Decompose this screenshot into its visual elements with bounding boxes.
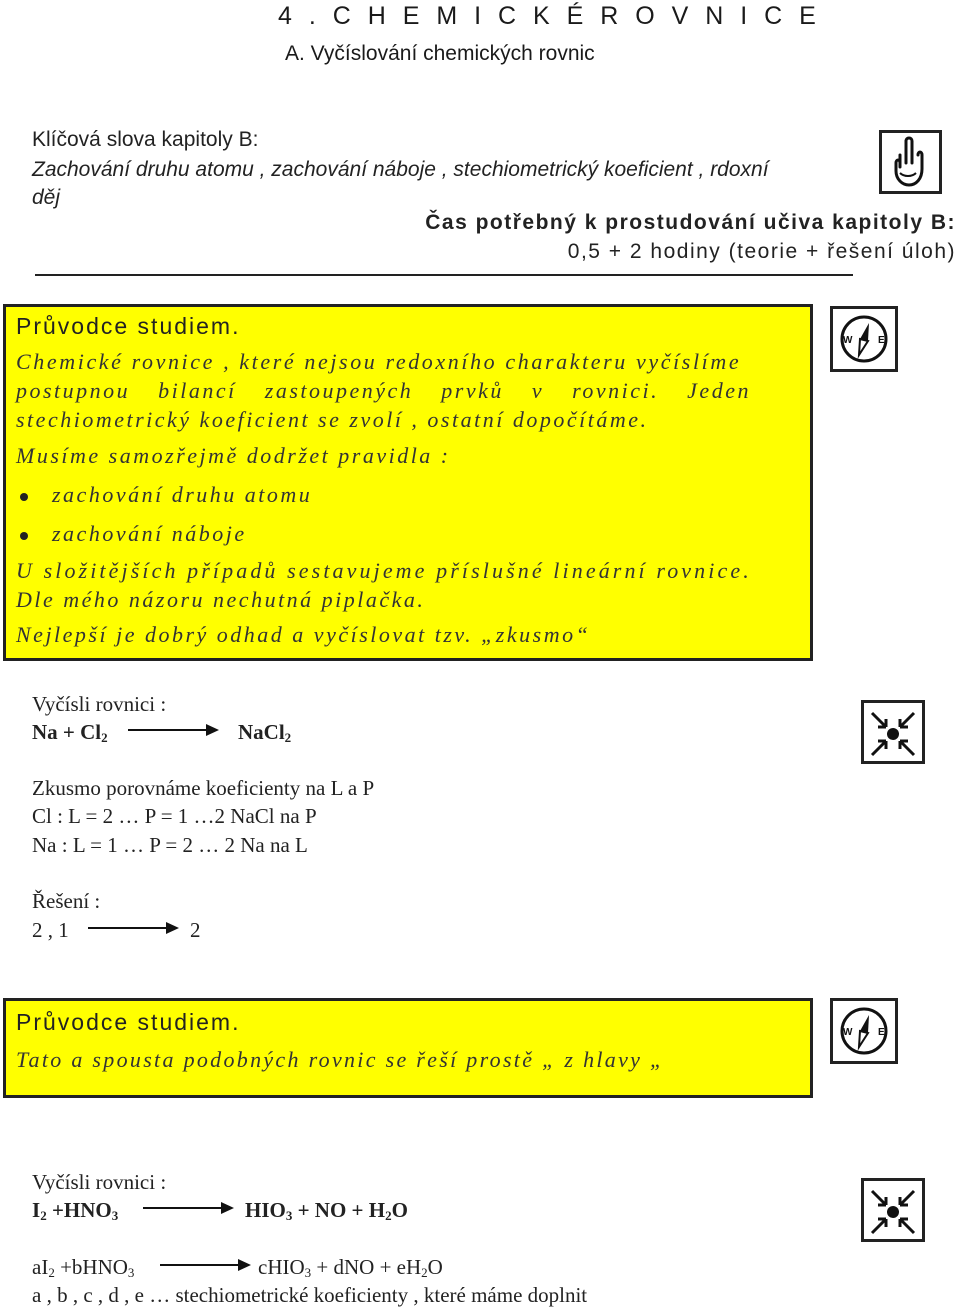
solution-right: 2: [190, 918, 201, 942]
equation-products: $HIO_3$ + NO + $H_2O$: [245, 1198, 408, 1223]
bullet-icon: [20, 532, 28, 540]
explanation-line: Na : L = 1 … P = 2 … 2 Na na L: [32, 833, 308, 857]
keywords-heading: Klíčová slova kapitoly B:: [32, 128, 259, 151]
reaction-arrow-icon: [160, 1258, 252, 1272]
explanation-line: Cl : L = 2 … P = 1 …2 NaCl na P: [32, 804, 317, 828]
pointing-hand-icon: [879, 130, 942, 194]
compass-icon: [830, 306, 898, 372]
chapter-title: 4 . C H E M I C K É R O V N I C E: [278, 2, 821, 30]
equation-reactants: $Na + Cl_2$: [32, 720, 108, 745]
equation-reactants: $I_2 +HNO_3$: [32, 1198, 119, 1223]
study-time-label: Čas potřebný k prostudování učiva kapitoly B:: [425, 211, 956, 234]
rule-item: zachování náboje: [52, 521, 247, 546]
study-guide-box: [3, 998, 813, 1098]
coefficients-note: a , b , c , d , e … stechiometrické koeficienty , které máme doplnit: [32, 1283, 588, 1307]
guide-heading: Průvodce studiem.: [16, 1009, 241, 1035]
exercise-heading: Vyčísli rovnici :: [32, 1170, 167, 1194]
keywords-list: Zachování druhu atomu , zachování náboje , stechiometrický koeficient , rdoxní děj: [32, 158, 769, 209]
svg-text:W: W: [843, 1027, 853, 1038]
guide-rules-intro: Musíme samozřejmě dodržet pravidla :: [16, 443, 451, 468]
guide-text-line: U složitějších případů sestavujeme příslušné lineární rovnice.: [16, 558, 752, 583]
svg-text:E: E: [878, 1027, 885, 1038]
explanation-line: Zkusmo porovnáme koeficienty na L a P: [32, 776, 375, 800]
equation-products: NaCl$_2$: [238, 720, 292, 745]
svg-text:W: W: [843, 335, 853, 346]
general-equation-products: cHIO$_3$ + dNO + $eH_2O$: [258, 1255, 443, 1280]
svg-text:E: E: [878, 335, 885, 346]
guide-text-line: postupnou bilancí zastoupených prvků v rovnici. Jeden: [16, 378, 751, 403]
guide-text-line: Dle mého názoru nechutná piplačka.: [16, 587, 426, 612]
reaction-arrow-icon: [128, 723, 220, 737]
compass-icon: [830, 998, 898, 1064]
reaction-arrow-icon: [143, 1201, 235, 1215]
guide-text-line: stechiometrický koeficient se zvolí , ostatní dopočítáme.: [16, 407, 649, 432]
reaction-arrow-icon: [88, 921, 180, 935]
arrows-to-center-icon: [861, 1178, 925, 1242]
guide-text-line: Tato a spousta podobných rovnic se řeší prostě „ z hlavy „: [16, 1047, 665, 1072]
exercise-heading: Vyčísli rovnici :: [32, 692, 167, 716]
solution-label: Řešení :: [32, 889, 101, 913]
guide-text-line: Nejlepší je dobrý odhad a vyčíslovat tzv. „zkusmo“: [16, 622, 591, 647]
solution-left: 2 , 1: [32, 918, 69, 942]
study-time-value: 0,5 + 2 hodiny (teorie + řešení úloh): [567, 240, 956, 263]
guide-heading: Průvodce studiem.: [16, 313, 241, 339]
rule-item: zachování druhu atomu: [52, 482, 313, 507]
arrows-to-center-icon: [861, 700, 925, 764]
general-equation-reactants: $aI_2$ +bHNO$_3$: [32, 1255, 135, 1280]
section-subtitle: A. Vyčíslování chemických rovnic: [285, 42, 595, 65]
bullet-icon: [20, 493, 28, 501]
study-guide-box: [3, 304, 813, 661]
guide-text-line: Chemické rovnice , které nejsou redoxního charakteru vyčíslíme: [16, 349, 742, 374]
divider: [35, 274, 853, 276]
